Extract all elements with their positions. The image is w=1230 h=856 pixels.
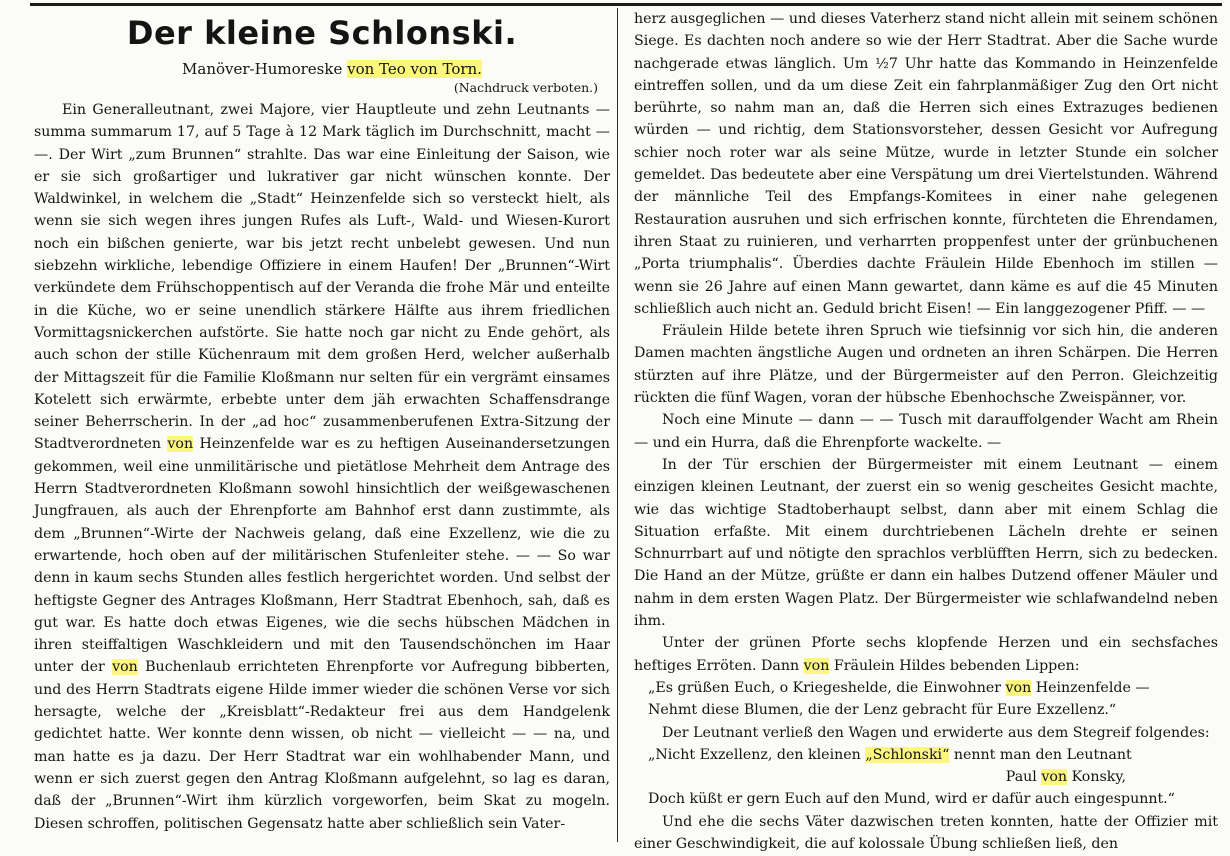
article-title: Der kleine Schlonski. [126, 14, 518, 52]
paragraph-right-2: Fräulein Hilde betete ihren Spruch wie tiefsinnig vor sich hin, die anderen Damen machten ängstliche Augen und ordneten an ihren Schärpen. Die Herren stürzten auf ihre Plätze, und der Bürgermeister auf den Perron. Gleichzeitig rückten die fünf Wagen, voran der hübsche Ebenhochsche Zweispänner, vor. [634, 323, 1218, 407]
text-run: nennt man den Leutnant [949, 746, 1132, 763]
left-column [34, 8, 610, 842]
text-run: Fräulein Hildes bebenden Lippen: [829, 657, 1080, 674]
text-run: Heinzenfelde — [1031, 679, 1150, 696]
paragraph-right-6: Der Leutnant verließ den Wagen und erwiderte aus dem Stegreif folgendes: [662, 724, 1210, 741]
text-run: Ein Generalleutnant, zwei Majore, vier Hauptleute und zehn Leutnants — summa summarum 17, auf 5 Tage à 12 Mark täglich im Durchschnitt, macht — —. Der Wirt „zum Brunnen“ strahlte. Das war eine Einleitung der Saison, wie er sie sich großartiger und lukrativer gar nicht wünschen konnte. Der Waldwinkel, in welchem die „Stadt“ Heinzenfelde sich so versteckt hielt, als wenn sie sich wegen ihres jungen Rufes als Luft-, Wald- und Wiesen-Kurort noch ein bißchen genierte, war bis jetzt recht unbelebt gewesen. Und nun siebzehn wirkliche, lebendige Offiziere in einem Haufen! Der „Brunnen“-Wirt verkündete dem Frühschoppentisch auf der Veranda die frohe Mär und enteilte in die Küche, wo er seine unendlich stärkere Hälfte aus ihrem friedlichen Vormittagsnickerchen aufstörte. Sie hatte noch gar nicht zu Ende gehört, als auch schon der stille Küchenraum mit dem großen Herd, welcher außerhalb der Mittagszeit für die Familie Kloßmann nur selten für ein vergrämt einsames Kotelett sich erwärmte, erbebte unter dem jäh erwachten Schaffensdrange seiner Beherrscherin. In der „ad hoc“ zusammenberufenen Extra-Sitzung der Stadtverordneten [34, 102, 610, 453]
column-divider [617, 8, 618, 842]
highlight-von: von [1041, 769, 1068, 786]
highlight-schlonski: „Schlonski“ [865, 746, 950, 763]
verse-line-1 [634, 677, 1218, 699]
article-byline [54, 60, 610, 78]
reprint-note: (Nachdruck verboten.) [453, 80, 598, 95]
verse-line-3 [634, 744, 1218, 766]
paragraph-right-5 [634, 632, 1218, 677]
paragraph-right-4: In der Tür erschien der Bürgermeister mit einem Leutnant — einem einzigen kleinen Leutnant, der zuerst ein so wenig gescheites Gesicht machte, wie das wichtige Stadtoberhaupt selbst, dann aber mit einem Schlag die Situation erfaßte. Mit einem durchtriebenen Lächeln drehte er seinen Schnurrbart auf und nötigte den sprachlos verblüfften Herrn, sich zu bedecken. Die Hand an der Mütze, grüßte er dann ein halbes Dutzend offener Mäuler und nahm in dem ersten Wagen Platz. Der Bürgermeister wie schlafwandelnd neben ihm. [634, 456, 1218, 630]
verse-line-2: Nehmt diese Blumen, die der Lenz gebracht für Eure Exzellenz.“ [648, 702, 1117, 719]
text-run: „Es grüßen Euch, o Kriegeshelde, die Einwohner [648, 679, 1006, 696]
highlight-von: von [1005, 679, 1032, 696]
highlight-von: von [803, 657, 830, 674]
right-column [634, 8, 1218, 852]
verse-line-4 [634, 766, 1218, 788]
text-run: Buchenlaub errichteten Ehrenpforte vor Aufregung bibberten, und des Herrn Stadtrats eigene Hilde immer wieder die schönen Verse vor sich hersagte, welche der „Kreisblatt“-Redakteur frei aus dem Handgelenk gedichtet hatte. Wer konnte denn wissen, ob nicht — vielleicht — — na, und man hatte es ja dazu. Der Herr Stadtrat war ein wohlhabender Mann, und wenn er sich zuerst gegen den Antrag Kloßmann aufgelehnt, so lag es daran, daß der „Brunnen“-Wirt ihm kürzlich vorgeworfen, beim Skat zu mogeln. Diesen schroffen, politischen Gegensatz hatte aber schließlich sein Vater- [34, 659, 610, 832]
text-run: Heinzenfelde war es zu heftigen Auseinandersetzungen gekommen, weil eine unmilitärische und pietätlose Mehrheit dem Antrage des Herrn Stadtverordneten Kloßmann sowohl hinsichtlich der weißgewaschenen Jungfrauen, als auch der Ehrenpforte am Bahnhof erst dann zustimmte, als dem „Brunnen“-Wirte der Nachweis gelang, daß eine Exzellenz, wie die zu erwartende, hoch oben auf der militärischen Stufenleiter stehe. — — So war denn in kaum sechs Stunden alles festlich hergerichtet worden. Und selbst der heftigste Gegner des Antrages Kloßmann, Herr Stadtrat Ebenhoch, sah, daß es gut war. Es hatte doch etwas Eigenes, wie die sechs hübschen Mädchen in ihren steiffaltigen Waschkleidern und mit den Tausendschönchen im Haar unter der [34, 436, 610, 676]
highlight-von: von [167, 436, 194, 453]
byline-prefix: Manöver-Humoreske [182, 60, 348, 78]
verse-line-5: Doch küßt er gern Euch auf den Mund, wird er dafür auch eingespunnt.“ [648, 791, 1175, 808]
text-run: „Nicht Exzellenz, den kleinen [648, 746, 866, 763]
paragraph-left-1 [34, 99, 610, 835]
text-run: Paul [1005, 769, 1042, 786]
paragraph-right-1: herz ausgeglichen — und dieses Vaterherz stand nicht allein mit seinem schönen Siege. Es dachten noch andere so wie der Herr Stadtrat. Aber die Sache wurde nachgerade etwas länglich. Um ½7 Uhr hatte das Kommando in Heinzenfelde eintreffen sollen, und da um diese Zeit ein fahrplanmäßiger Zug den Ort nicht berührte, so nahm man an, daß die Herren sich eines Extrazuges bedienen würden — und richtig, dem Stationsvorsteher, dessen Gesicht vor Aufregung schier noch roter war als seine Mütze, wurde in letzter Stunde ein solcher gemeldet. Das bedeutete aber eine Verspätung um drei Viertelstunden. Während der männliche Teil des Empfangs-Komitees in einer nahe gelegenen Restauration ausruhen und sich erfrischen konnte, fürchteten die Ehrendamen, ihren Staat zu ruinieren, und verharrten proppenfest unter der grünbuchenen „Porta triumphalis“. Überdies dachte Fräulein Hilde Ebenhoch im stillen — wenn sie 26 Jahre auf einen Mann gewartet, dann käme es auf die 45 Minuten schließlich auch nicht an. Geduld bricht Eisen! — Ein langgezogener Pfiff. — — [634, 11, 1218, 317]
highlight-von: von [112, 659, 138, 676]
text-run: Konsky, [1067, 769, 1126, 786]
byline-author: von Teo von Torn. [347, 60, 482, 78]
paragraph-right-7: Und ehe die sechs Väter dazwischen treten konnten, hatte der Offizier mit einer Geschwindigkeit, die auf kolossale Übung schließen ließ, den [634, 813, 1218, 852]
text-run: Unter der grünen Pforte sechs klopfende Herzen und ein sechsfaches heftiges Erröten. Dann [634, 635, 1218, 674]
paragraph-right-3: Noch eine Minute — dann — — Tusch mit darauffolgender Wacht am Rhein — und ein Hurra, daß die Ehrenpforte wackelte. — [634, 412, 1218, 451]
top-rule [30, 3, 1222, 6]
